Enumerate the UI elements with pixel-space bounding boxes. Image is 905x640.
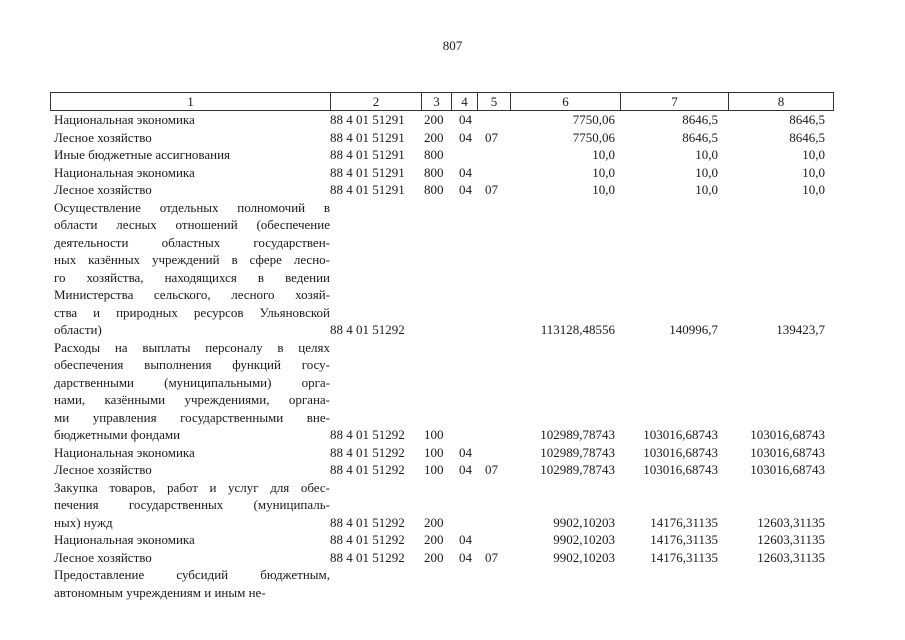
value-col-6: 9902,10203	[553, 514, 615, 530]
row-name-cell	[54, 566, 330, 601]
table-row	[54, 146, 825, 164]
rz-cell: 04	[459, 549, 472, 565]
value-col-7: 10,0	[695, 182, 718, 197]
value-col-7: 103016,68743	[643, 462, 718, 477]
csr-cell: 88 4 01 51292	[330, 322, 405, 337]
row-name-line: деятельности областных государствен-	[54, 234, 330, 250]
header-col-8: 8	[728, 93, 834, 110]
csr-cell: 88 4 01 51291	[330, 147, 405, 162]
row-name-cell	[54, 111, 330, 129]
value-col-7: 10,0	[695, 164, 718, 180]
value-col-6: 10,0	[592, 164, 615, 180]
row-name-line: ства и природных ресурсов Ульяновской	[54, 304, 330, 320]
value-col-8: 12603,31135	[757, 532, 825, 547]
value-col-6: 9902,10203	[553, 549, 615, 565]
row-name-cell	[54, 199, 330, 339]
value-col-6: 10,0	[592, 147, 615, 162]
pr-cell: 07	[485, 129, 498, 145]
row-name-cell	[54, 339, 330, 444]
row-name-cell	[54, 181, 330, 199]
table-row	[54, 479, 825, 532]
row-name-line: ных) нужд	[54, 514, 113, 530]
value-col-8: 10,0	[802, 164, 825, 180]
row-name-line: Лесное хозяйство	[54, 462, 152, 477]
header-col-7: 7	[620, 93, 728, 110]
row-name-line: Расходы на выплаты персоналу в целях	[54, 339, 330, 355]
value-col-7: 10,0	[695, 147, 718, 162]
value-col-6: 7750,06	[572, 112, 615, 127]
pr-cell: 07	[485, 549, 498, 565]
vr-cell: 800	[424, 164, 444, 180]
row-name-line: области лесных отношений (обеспечение	[54, 217, 330, 232]
value-col-6: 10,0	[592, 182, 615, 197]
value-col-8: 139423,7	[776, 322, 825, 337]
vr-cell: 200	[424, 532, 444, 547]
value-col-6: 102989,78743	[540, 462, 615, 477]
csr-cell: 88 4 01 51291	[330, 112, 405, 127]
table-body	[54, 111, 825, 601]
row-name-line: Лесное хозяйство	[54, 129, 152, 145]
row-name-line: Лесное хозяйство	[54, 549, 152, 565]
table-header	[50, 92, 834, 111]
value-col-8: 10,0	[802, 147, 825, 162]
rz-cell: 04	[459, 532, 472, 547]
table-row	[54, 461, 825, 479]
row-name-line: Закупка товаров, работ и услуг для обес-	[54, 479, 330, 495]
header-col-3: 3	[421, 93, 451, 110]
vr-cell: 100	[424, 427, 444, 442]
rz-cell: 04	[459, 444, 472, 460]
rz-cell: 04	[459, 129, 472, 145]
csr-cell: 88 4 01 51292	[330, 427, 405, 442]
row-name-line: Осуществление отдельных полномочий в	[54, 199, 330, 215]
row-name-line: Иные бюджетные ассигнования	[54, 147, 231, 162]
vr-cell: 200	[424, 549, 444, 565]
csr-cell: 88 4 01 51292	[330, 514, 405, 530]
value-col-7: 8646,5	[682, 129, 718, 145]
csr-cell: 88 4 01 51291	[330, 164, 405, 180]
vr-cell: 100	[424, 444, 444, 460]
rz-cell: 04	[459, 462, 472, 477]
row-name-line: дарственными (муниципальными) орга-	[54, 374, 330, 390]
vr-cell: 800	[424, 147, 444, 162]
value-col-8: 8646,5	[789, 112, 825, 127]
value-col-6: 102989,78743	[540, 427, 615, 442]
value-col-8: 12603,31135	[757, 514, 825, 530]
value-col-6: 102989,78743	[540, 444, 615, 460]
row-name-line: го хозяйства, находящихся в ведении	[54, 269, 330, 285]
value-col-8: 103016,68743	[750, 444, 825, 460]
row-name-line: Предоставление субсидий бюджетным,	[54, 567, 330, 582]
table-row	[54, 531, 825, 549]
row-name-line: Лесное хозяйство	[54, 182, 152, 197]
row-name-cell	[54, 531, 330, 549]
row-name-line: печения государственных (муниципаль-	[54, 497, 330, 512]
value-col-8: 103016,68743	[750, 427, 825, 442]
table-row	[54, 444, 825, 462]
row-name-line: нами, казёнными учреждениями, органа-	[54, 392, 330, 407]
header-col-6: 6	[510, 93, 620, 110]
vr-cell: 800	[424, 182, 444, 197]
table-row	[54, 549, 825, 567]
value-col-8: 12603,31135	[757, 549, 825, 565]
value-col-7: 14176,31135	[650, 532, 718, 547]
value-col-7: 14176,31135	[650, 514, 718, 530]
vr-cell: 200	[424, 514, 444, 530]
table-row	[54, 566, 825, 601]
row-name-line: Министерства сельского, лесного хозяй-	[54, 287, 330, 302]
row-name-line: Национальная экономика	[54, 444, 195, 460]
row-name-line: ми управления государственными вне-	[54, 409, 330, 425]
header-col-2: 2	[330, 93, 421, 110]
value-col-8: 103016,68743	[750, 462, 825, 477]
vr-cell: 200	[424, 129, 444, 145]
value-col-7: 8646,5	[682, 112, 718, 127]
rz-cell: 04	[459, 164, 472, 180]
row-name-cell	[54, 479, 330, 532]
value-col-6: 9902,10203	[553, 532, 615, 547]
row-name-line: бюджетными фондами	[54, 427, 181, 442]
vr-cell: 200	[424, 112, 444, 127]
table-row	[54, 164, 825, 182]
csr-cell: 88 4 01 51292	[330, 532, 405, 547]
value-col-7: 140996,7	[669, 322, 718, 337]
table-row	[54, 129, 825, 147]
row-name-line: обеспечения выполнения функций госу-	[54, 357, 330, 372]
row-name-line: Национальная экономика	[54, 532, 195, 547]
vr-cell: 100	[424, 462, 444, 477]
header-col-5: 5	[477, 93, 510, 110]
csr-cell: 88 4 01 51291	[330, 129, 405, 145]
value-col-7: 14176,31135	[650, 549, 718, 565]
table-row	[54, 339, 825, 444]
row-name-line: области)	[54, 322, 102, 337]
value-col-7: 103016,68743	[643, 427, 718, 442]
csr-cell: 88 4 01 51292	[330, 444, 405, 460]
table-row	[54, 181, 825, 199]
row-name-cell	[54, 444, 330, 462]
row-name-cell	[54, 549, 330, 567]
csr-cell: 88 4 01 51291	[330, 182, 405, 197]
pr-cell: 07	[485, 182, 498, 197]
row-name-line: Национальная экономика	[54, 112, 195, 127]
row-name-line: ных казённых учреждений в сфере лесно-	[54, 252, 330, 267]
row-name-cell	[54, 461, 330, 479]
table-row	[54, 199, 825, 339]
table-row	[54, 111, 825, 129]
row-name-cell	[54, 146, 330, 164]
header-col-1: 1	[50, 93, 330, 110]
rz-cell: 04	[459, 182, 472, 197]
csr-cell: 88 4 01 51292	[330, 462, 405, 477]
row-name-line: автономным учреждениям и иным не-	[54, 584, 266, 600]
value-col-6: 7750,06	[572, 129, 615, 145]
page-number: 807	[442, 38, 463, 53]
row-name-cell	[54, 164, 330, 182]
row-name-cell	[54, 129, 330, 147]
pr-cell: 07	[485, 462, 498, 477]
value-col-6: 113128,48556	[540, 322, 615, 337]
csr-cell: 88 4 01 51292	[330, 549, 405, 565]
header-col-4: 4	[451, 93, 477, 110]
value-col-8: 10,0	[802, 182, 825, 197]
value-col-7: 103016,68743	[643, 444, 718, 460]
rz-cell: 04	[459, 112, 472, 127]
row-name-line: Национальная экономика	[54, 164, 195, 180]
value-col-8: 8646,5	[789, 129, 825, 145]
